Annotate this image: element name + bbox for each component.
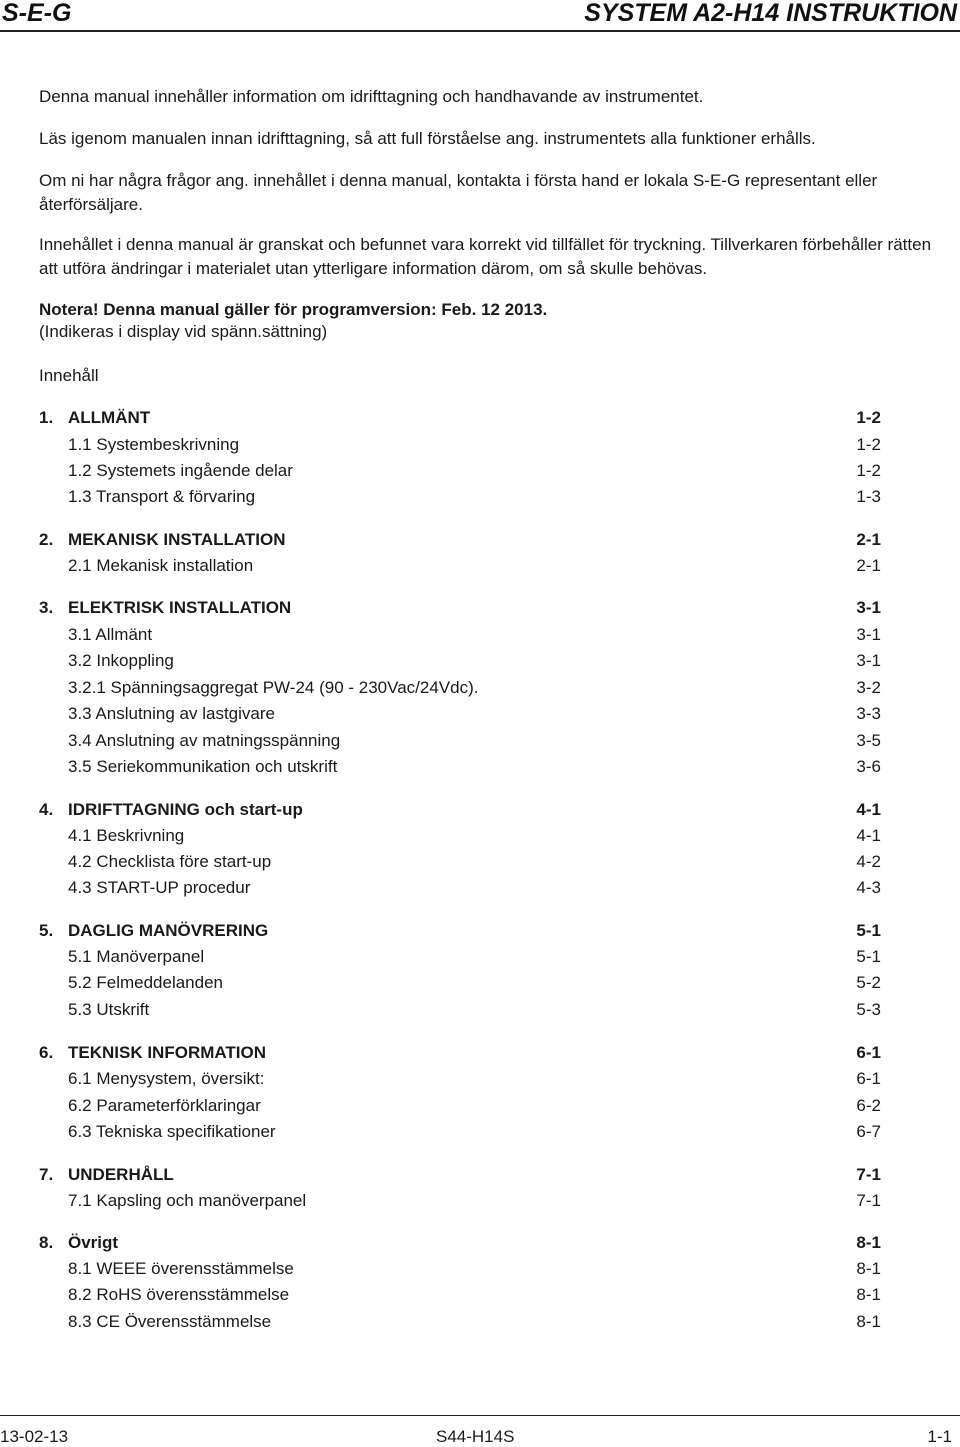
- toc-chapter-title: ALLMÄNT: [68, 408, 151, 427]
- toc-page-number: 5-3: [856, 1000, 881, 1019]
- toc-section-title: 3.1 Allmänt: [68, 625, 153, 644]
- toc-section-title: 3.4 Anslutning av matningsspänning: [68, 731, 341, 750]
- contents-heading: Innehåll: [39, 366, 99, 385]
- toc-section-row[interactable]: [39, 1257, 881, 1281]
- version-note-sub: (Indikeras i display vid spänn.sättning): [39, 322, 328, 341]
- toc-section-row[interactable]: [39, 676, 881, 700]
- toc-page-number: 6-2: [856, 1096, 881, 1115]
- toc-section-title: 8.1 WEEE överensstämmelse: [68, 1259, 294, 1278]
- toc-page-number: 6-1: [856, 1069, 881, 1088]
- toc-section-row[interactable]: [39, 998, 881, 1022]
- toc-section-row[interactable]: [39, 850, 881, 874]
- toc-section-title: 8.3 CE Överensstämmelse: [68, 1312, 272, 1331]
- toc-chapter-number: 1.: [39, 408, 54, 427]
- toc-page-number: 5-1: [856, 947, 881, 966]
- page-footer: [0, 1415, 960, 1446]
- toc-chapter-row[interactable]: [39, 596, 881, 620]
- toc-section-row[interactable]: [39, 729, 881, 753]
- toc-section-title: 1.2 Systemets ingående delar: [68, 461, 293, 480]
- intro-paragraph-2: Läs igenom manualen innan idrifttagning, så att full förståelse ang. instrumentets alla funktioner erhålls.: [39, 129, 816, 148]
- company-name: S-E-G: [2, 0, 72, 27]
- toc-section-row[interactable]: [39, 459, 881, 483]
- toc-page-number: 1-3: [856, 487, 881, 506]
- toc-section-row[interactable]: [39, 755, 881, 779]
- page-header: [0, 0, 960, 32]
- toc-section-title: 3.3 Anslutning av lastgivare: [68, 704, 275, 723]
- toc-section-title: 1.3 Transport & förvaring: [68, 487, 256, 506]
- toc-section-title: 5.3 Utskrift: [68, 1000, 150, 1019]
- toc-chapter-row[interactable]: [39, 798, 881, 822]
- toc-page-number: 4-2: [856, 852, 881, 871]
- toc-section-row[interactable]: [39, 433, 881, 457]
- toc-section-row[interactable]: [39, 1310, 881, 1334]
- toc-chapter-title: ELEKTRISK INSTALLATION: [68, 598, 292, 617]
- toc-chapter-title: TEKNISK INFORMATION: [68, 1043, 267, 1062]
- toc-section-title: 6.2 Parameterförklaringar: [68, 1096, 261, 1115]
- toc-chapter-title: Övrigt: [68, 1233, 119, 1252]
- toc-page-number: 6-7: [856, 1122, 881, 1141]
- intro-paragraph-1: Denna manual innehåller information om idrifttagning och handhavande av instrumentet.: [39, 87, 704, 106]
- toc-section-row[interactable]: [39, 623, 881, 647]
- toc-page-number: 4-1: [856, 826, 881, 845]
- toc-section-title: 6.3 Tekniska specifikationer: [68, 1122, 276, 1141]
- toc-page-number: 3-1: [856, 625, 881, 644]
- toc-page-number: 6-1: [856, 1043, 881, 1062]
- toc-chapter-number: 6.: [39, 1043, 54, 1062]
- toc-section-row[interactable]: [39, 485, 881, 509]
- toc-page-number: 3-6: [856, 757, 881, 776]
- toc-section-title: 4.3 START-UP procedur: [68, 878, 251, 897]
- toc-section-row[interactable]: [39, 554, 881, 578]
- toc-page-number: 8-1: [856, 1285, 881, 1304]
- toc-section-row[interactable]: [39, 971, 881, 995]
- footer-doc-code: S44-H14S: [436, 1427, 515, 1446]
- toc-page-number: 8-1: [856, 1259, 881, 1278]
- toc-section-row[interactable]: [39, 1094, 881, 1118]
- toc-chapter-number: 2.: [39, 530, 54, 549]
- toc-page-number: 8-1: [856, 1233, 881, 1252]
- toc-page-number: 7-1: [856, 1191, 881, 1210]
- toc-section-row[interactable]: [39, 649, 881, 673]
- footer-page-number: 1-1: [927, 1427, 952, 1446]
- toc-chapter-title: DAGLIG MANÖVRERING: [68, 921, 269, 940]
- toc-page-number: 3-3: [856, 704, 881, 723]
- toc-page-number: 3-5: [856, 731, 881, 750]
- toc-section-row[interactable]: [39, 1283, 881, 1307]
- toc-chapter-number: 8.: [39, 1233, 54, 1252]
- toc-chapter-row[interactable]: [39, 528, 881, 552]
- toc-chapter-row[interactable]: [39, 919, 881, 943]
- toc-section-title: 4.1 Beskrivning: [68, 826, 185, 845]
- toc-section-title: 5.1 Manöverpanel: [68, 947, 205, 966]
- toc-section-row[interactable]: [39, 1067, 881, 1091]
- toc-page-number: 8-1: [856, 1312, 881, 1331]
- toc-chapter-title: UNDERHÅLL: [68, 1165, 174, 1184]
- toc-section-title: 3.2 Inkoppling: [68, 651, 174, 670]
- toc-section-title: 5.2 Felmeddelanden: [68, 973, 224, 992]
- toc-page-number: 1-2: [856, 461, 881, 480]
- intro-paragraph-3: Om ni har några frågor ang. innehållet i denna manual, kontakta i första hand er lokala S-E-G representant eller återförsäljare.: [39, 171, 878, 214]
- toc-page-number: 7-1: [856, 1165, 881, 1184]
- toc-section-title: 8.2 RoHS överensstämmelse: [68, 1285, 290, 1304]
- toc-section-row[interactable]: [39, 702, 881, 726]
- toc-page-number: 5-2: [856, 973, 881, 992]
- toc-section-title: 2.1 Mekanisk installation: [68, 556, 254, 575]
- toc-section-title: 7.1 Kapsling och manöverpanel: [68, 1191, 307, 1210]
- toc-page-number: 3-1: [856, 598, 881, 617]
- toc-section-title: 3.5 Seriekommunikation och utskrift: [68, 757, 338, 776]
- toc-section-row[interactable]: [39, 1120, 881, 1144]
- toc-chapter-title: MEKANISK INSTALLATION: [68, 530, 286, 549]
- toc-chapter-row[interactable]: [39, 406, 881, 430]
- toc-page-number: 1-2: [856, 435, 881, 454]
- toc-section-title: 4.2 Checklista före start-up: [68, 852, 272, 871]
- toc-chapter-title: IDRIFTTAGNING och start-up: [68, 800, 303, 819]
- toc-chapter-number: 3.: [39, 598, 54, 617]
- toc-chapter-number: 5.: [39, 921, 54, 940]
- toc-section-row[interactable]: [39, 1189, 881, 1213]
- toc-page-number: 3-2: [856, 678, 881, 697]
- footer-date: 13-02-13: [0, 1427, 69, 1446]
- toc-page-number: 5-1: [856, 921, 881, 940]
- toc-section-row[interactable]: [39, 824, 881, 848]
- toc-chapter-row[interactable]: [39, 1231, 881, 1255]
- toc-chapter-number: 7.: [39, 1165, 54, 1184]
- toc-page-number: 1-2: [856, 408, 881, 427]
- toc-page-number: 4-1: [856, 800, 881, 819]
- toc-chapter-row[interactable]: [39, 1163, 881, 1187]
- version-note: Notera! Denna manual gäller för programversion: Feb. 12 2013.: [39, 300, 548, 319]
- toc-section-row[interactable]: [39, 876, 881, 900]
- toc-page-number: 4-3: [856, 878, 881, 897]
- document-title: SYSTEM A2-H14 INSTRUKTION: [584, 0, 957, 27]
- toc-page-number: 2-1: [856, 530, 881, 549]
- toc-section-title: 3.2.1 Spänningsaggregat PW-24 (90 - 230Vac/24Vdc).: [68, 678, 479, 697]
- toc-section-title: 1.1 Systembeskrivning: [68, 435, 240, 454]
- toc-section-title: 6.1 Menysystem, översikt:: [68, 1069, 265, 1088]
- toc-chapter-row[interactable]: [39, 1041, 881, 1065]
- intro-paragraph-4: Innehållet i denna manual är granskat och befunnet vara korrekt vid tillfället för tryckning. Tillverkaren förbehåller rätten att utföra ändringar i materialet utan ytterligare information därom, om så skulle behövas.: [39, 235, 932, 278]
- toc-chapter-number: 4.: [39, 800, 54, 819]
- toc-section-row[interactable]: [39, 945, 881, 969]
- toc-page-number: 2-1: [856, 556, 881, 575]
- toc-page-number: 3-1: [856, 651, 881, 670]
